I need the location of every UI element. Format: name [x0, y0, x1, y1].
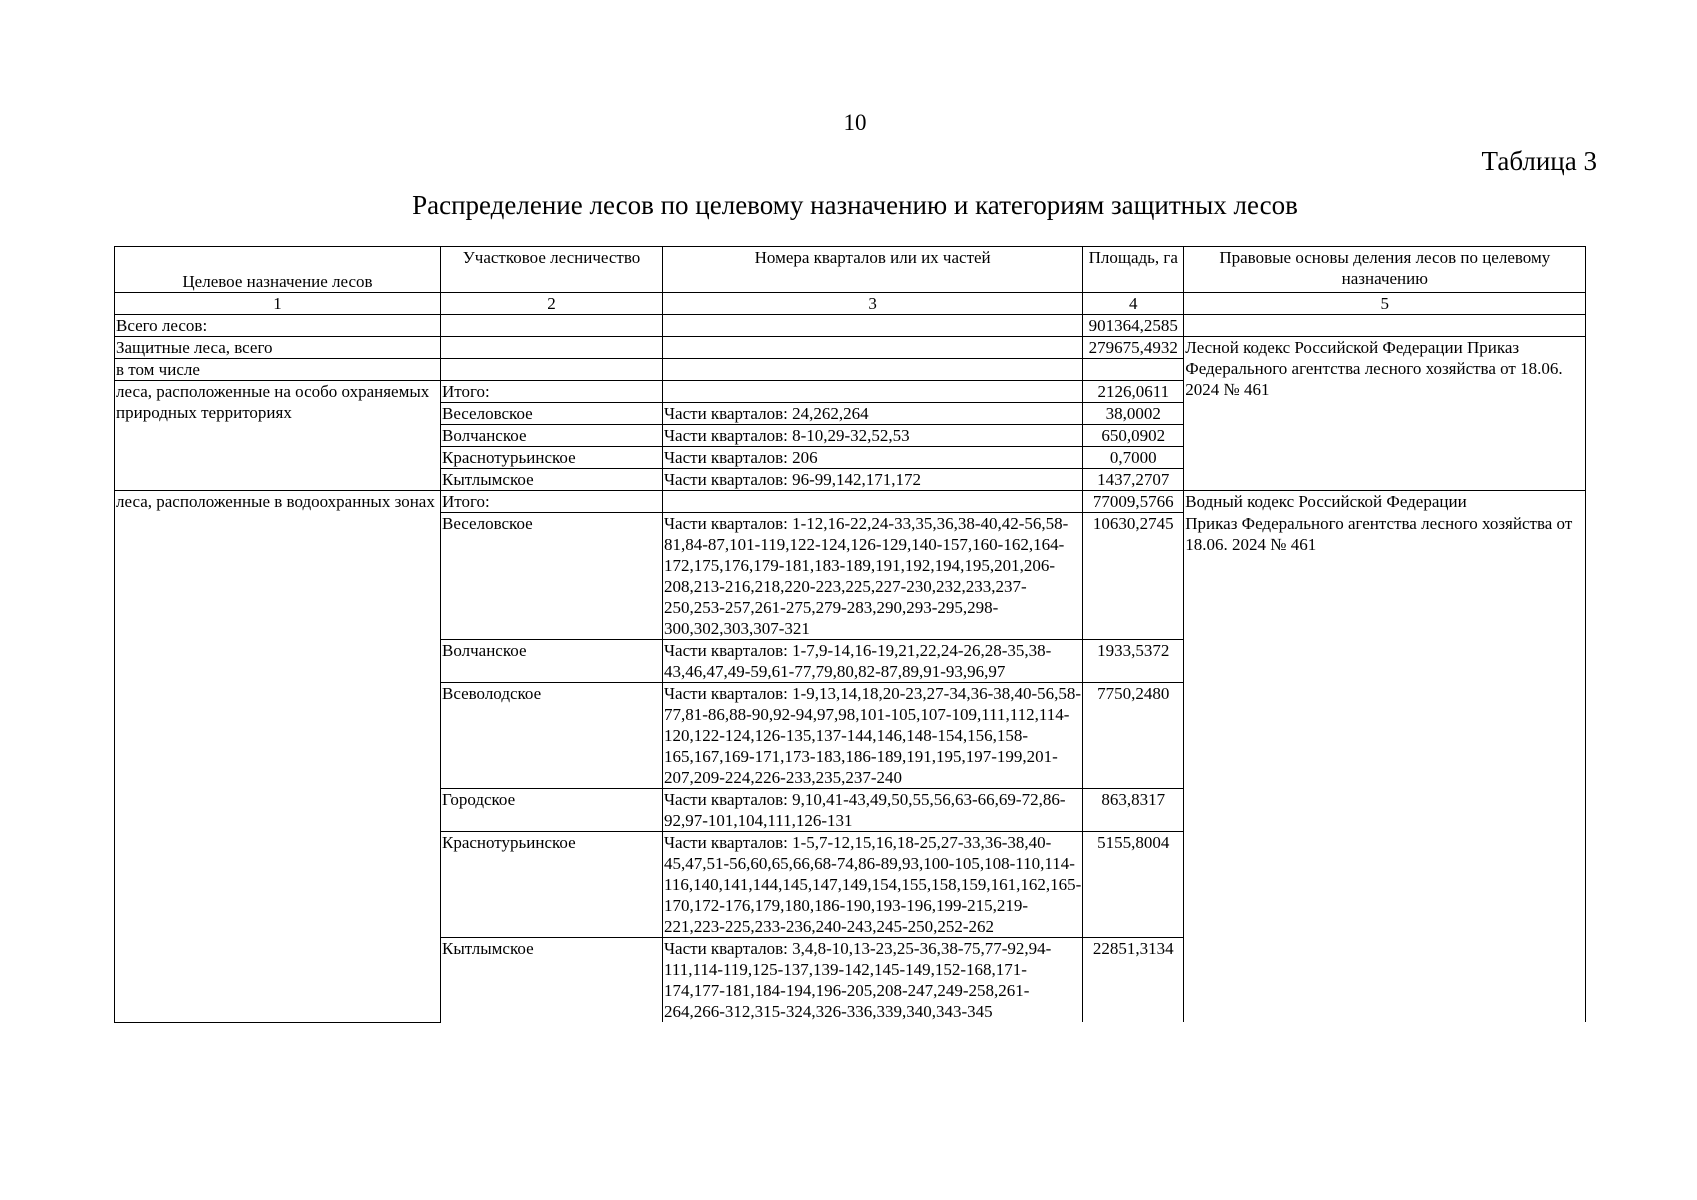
- district-cell: Всеволодское: [441, 683, 663, 789]
- area-cell: 10630,2745: [1083, 513, 1184, 640]
- document-title: Распределение лесов по целевому назначению и категориям защитных лесов: [412, 190, 1298, 220]
- quarters-cell: Части кварталов: 8-10,29-32,52,53: [663, 425, 1083, 447]
- area-cell: 77009,5766: [1083, 491, 1184, 513]
- district-cell: Итого:: [441, 381, 663, 403]
- district-cell: Волчанское: [441, 640, 663, 683]
- column-header: Целевое назначение лесов: [115, 247, 441, 293]
- district-cell: Краснотурьинское: [441, 832, 663, 938]
- quarters-cell: Части кварталов: 1-12,16-22,24-33,35,36,38-40,42-56,58-81,84-87,101-119,122-124,126-129,140-157,160-162,164-172,175,176,179-181,183-189,191,192,194,195,201,206-208,213-216,218,220-223,225,227-230,232,233,237-250,253-257,261-275,279-283,290,293-295,298-300,302,303,307-321: [663, 513, 1083, 640]
- column-number: 3: [663, 293, 1083, 315]
- area-cell: 2126,0611: [1083, 381, 1184, 403]
- district-cell: Веселовское: [441, 513, 663, 640]
- area-cell: 863,8317: [1083, 789, 1184, 832]
- table-row: [115, 315, 1586, 337]
- district-cell: Кытлымское: [441, 469, 663, 491]
- row-label: Защитные леса, всего: [115, 337, 441, 359]
- column-number: 5: [1184, 293, 1586, 315]
- quarters-cell: [663, 491, 1083, 513]
- forest-distribution-table: [114, 246, 1586, 1023]
- legal-basis-cell: Водный кодекс Российской Федерации: [1184, 491, 1586, 513]
- area-cell: 22851,3134: [1083, 938, 1184, 1023]
- quarters-cell: Части кварталов: 1-9,13,14,18,20-23,27-34,36-38,40-56,58-77,81-86,88-90,92-94,97,98,101-105,107-109,111,112,114-120,122-124,126-135,137-144,146,148-154,156,158-165,167,169-171,173-183,186-189,191,195,197-199,201-207,209-224,226-233,235,237-240: [664, 684, 1082, 787]
- district-cell: Кытлымское: [441, 938, 663, 1023]
- column-header: Номера кварталов или их частей: [663, 247, 1083, 293]
- row-label: леса, расположенные на особо охраняемых природных территориях: [115, 381, 441, 491]
- column-number: 2: [441, 293, 663, 315]
- column-header: Правовые основы деления лесов по целевому назначению: [1184, 247, 1586, 293]
- quarters-cell: Части кварталов: 1-7,9-14,16-19,21,22,24-26,28-35,38-43,46,47,49-59,61-77,79,80,82-87,89,91-93,96,97: [663, 640, 1083, 683]
- legal-basis-cell: Лесной кодекс Российской Федерации Приказ Федерального агентства лесного хозяйства от 18.06. 2024 № 461: [1184, 337, 1586, 491]
- area-cell: 279675,4932: [1083, 337, 1184, 359]
- table-row: [115, 337, 1586, 359]
- quarters-cell: Части кварталов: 96-99,142,171,172: [663, 469, 1083, 491]
- row-label: леса, расположенные в водоохранных зонах: [115, 491, 441, 1023]
- quarters-cell: Части кварталов: 206: [663, 447, 1083, 469]
- area-cell: 1437,2707: [1083, 469, 1184, 491]
- column-number: 1: [115, 293, 441, 315]
- table-header-row: [115, 247, 1586, 293]
- area-cell: 650,0902: [1083, 425, 1184, 447]
- column-header: Площадь, га: [1083, 247, 1184, 293]
- column-number: 4: [1083, 293, 1184, 315]
- district-cell: Веселовское: [441, 403, 663, 425]
- table-label: Таблица 3: [1481, 146, 1597, 176]
- row-label: Всего лесов:: [115, 315, 441, 337]
- district-cell: Краснотурьинское: [441, 447, 663, 469]
- column-number-row: [115, 293, 1586, 315]
- quarters-cell: Части кварталов: 9,10,41-43,49,50,55,56,63-66,69-72,86-92,97-101,104,111,126-131: [663, 789, 1083, 832]
- area-cell: 1933,5372: [1083, 640, 1184, 683]
- district-cell: Итого:: [441, 491, 663, 513]
- row-label: в том числе: [115, 359, 441, 381]
- table-row: [115, 491, 1586, 513]
- area-cell: 0,7000: [1083, 447, 1184, 469]
- quarters-cell: Части кварталов: 3,4,8-10,13-23,25-36,38-75,77-92,94-111,114-119,125-137,139-142,145-149,152-168,171-174,177-181,184-194,196-205,208-247,249-258,261-264,266-312,315-324,326-336,339,340,343-345: [663, 938, 1083, 1023]
- area-cell: 7750,2480: [1083, 683, 1184, 789]
- district-cell: Городское: [441, 789, 663, 832]
- page-number: 10: [843, 110, 867, 135]
- quarters-cell: Части кварталов: 1-5,7-12,15,16,18-25,27-33,36-38,40-45,47,51-56,60,65,66,68-74,86-89,93,100-105,108-110,114-116,140,141,144,145,147,149,154,155,158,159,161,162,165-170,172-176,179,180,186-190,193-196,199-215,219-221,223-225,233-236,240-243,245-250,252-262: [664, 833, 1082, 936]
- column-header: Участковое лесничество: [441, 247, 663, 293]
- area-cell: 5155,8004: [1083, 832, 1184, 938]
- quarters-cell: Части кварталов: 24,262,264: [663, 403, 1083, 425]
- legal-basis-cell: Приказ Федерального агентства лесного хозяйства от 18.06. 2024 № 461: [1184, 513, 1586, 1023]
- quarters-cell: [663, 381, 1083, 403]
- district-cell: Волчанское: [441, 425, 663, 447]
- area-cell: 38,0002: [1083, 403, 1184, 425]
- area-cell: 901364,2585: [1083, 315, 1184, 337]
